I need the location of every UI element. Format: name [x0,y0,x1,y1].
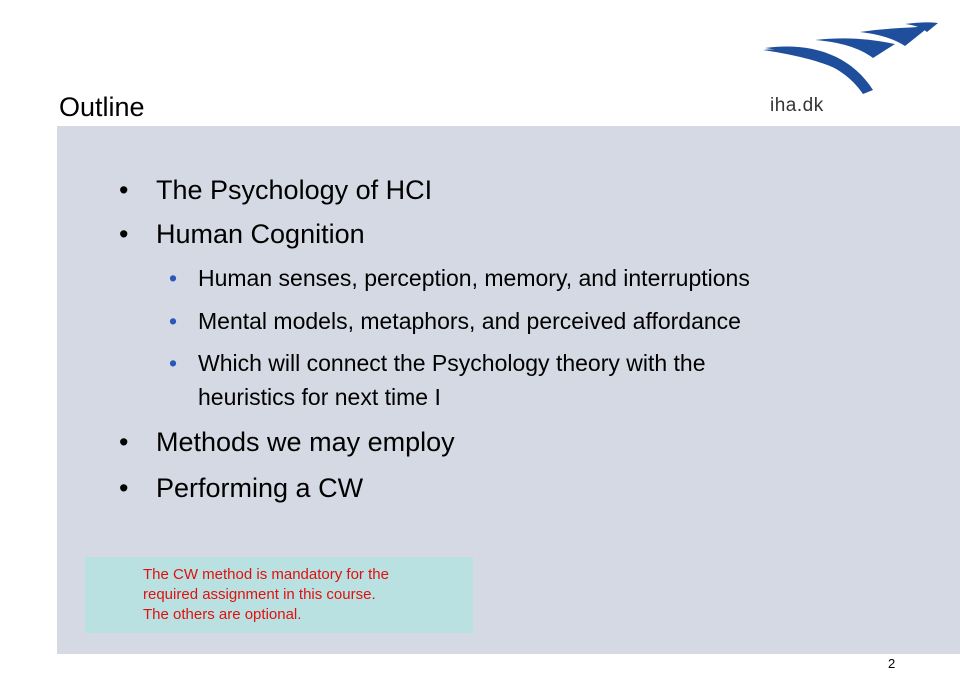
list-item-text: heuristics for next time I [198,384,441,410]
list-item-text: Performing a CW [156,473,364,503]
bullet-icon: • [119,473,129,503]
note-text: The CW method is mandatory for the required assignment in this course. The others are optional. [143,566,389,623]
logo-text: iha.dk [770,95,824,116]
list-item-text: Which will connect the Psychology theory with the [198,350,706,376]
list-item-text: Mental models, metaphors, and perceived affordance [198,308,741,334]
bullet-icon: • [119,175,129,205]
list-item-text: The Psychology of HCI [156,175,433,205]
page-number: 2 [888,656,896,671]
bullet-icon: • [169,350,178,376]
bullet-icon: • [169,265,178,291]
list-item-text: Human Cognition [156,219,365,249]
slide-title: Outline [59,92,145,122]
bullet-icon: • [119,427,129,457]
bullet-icon: • [169,308,178,334]
list-item-text: Human senses, perception, memory, and interruptions [198,265,750,291]
note-box [85,557,473,633]
bullet-icon: • [119,219,129,249]
list-item-text: Methods we may employ [156,427,455,457]
